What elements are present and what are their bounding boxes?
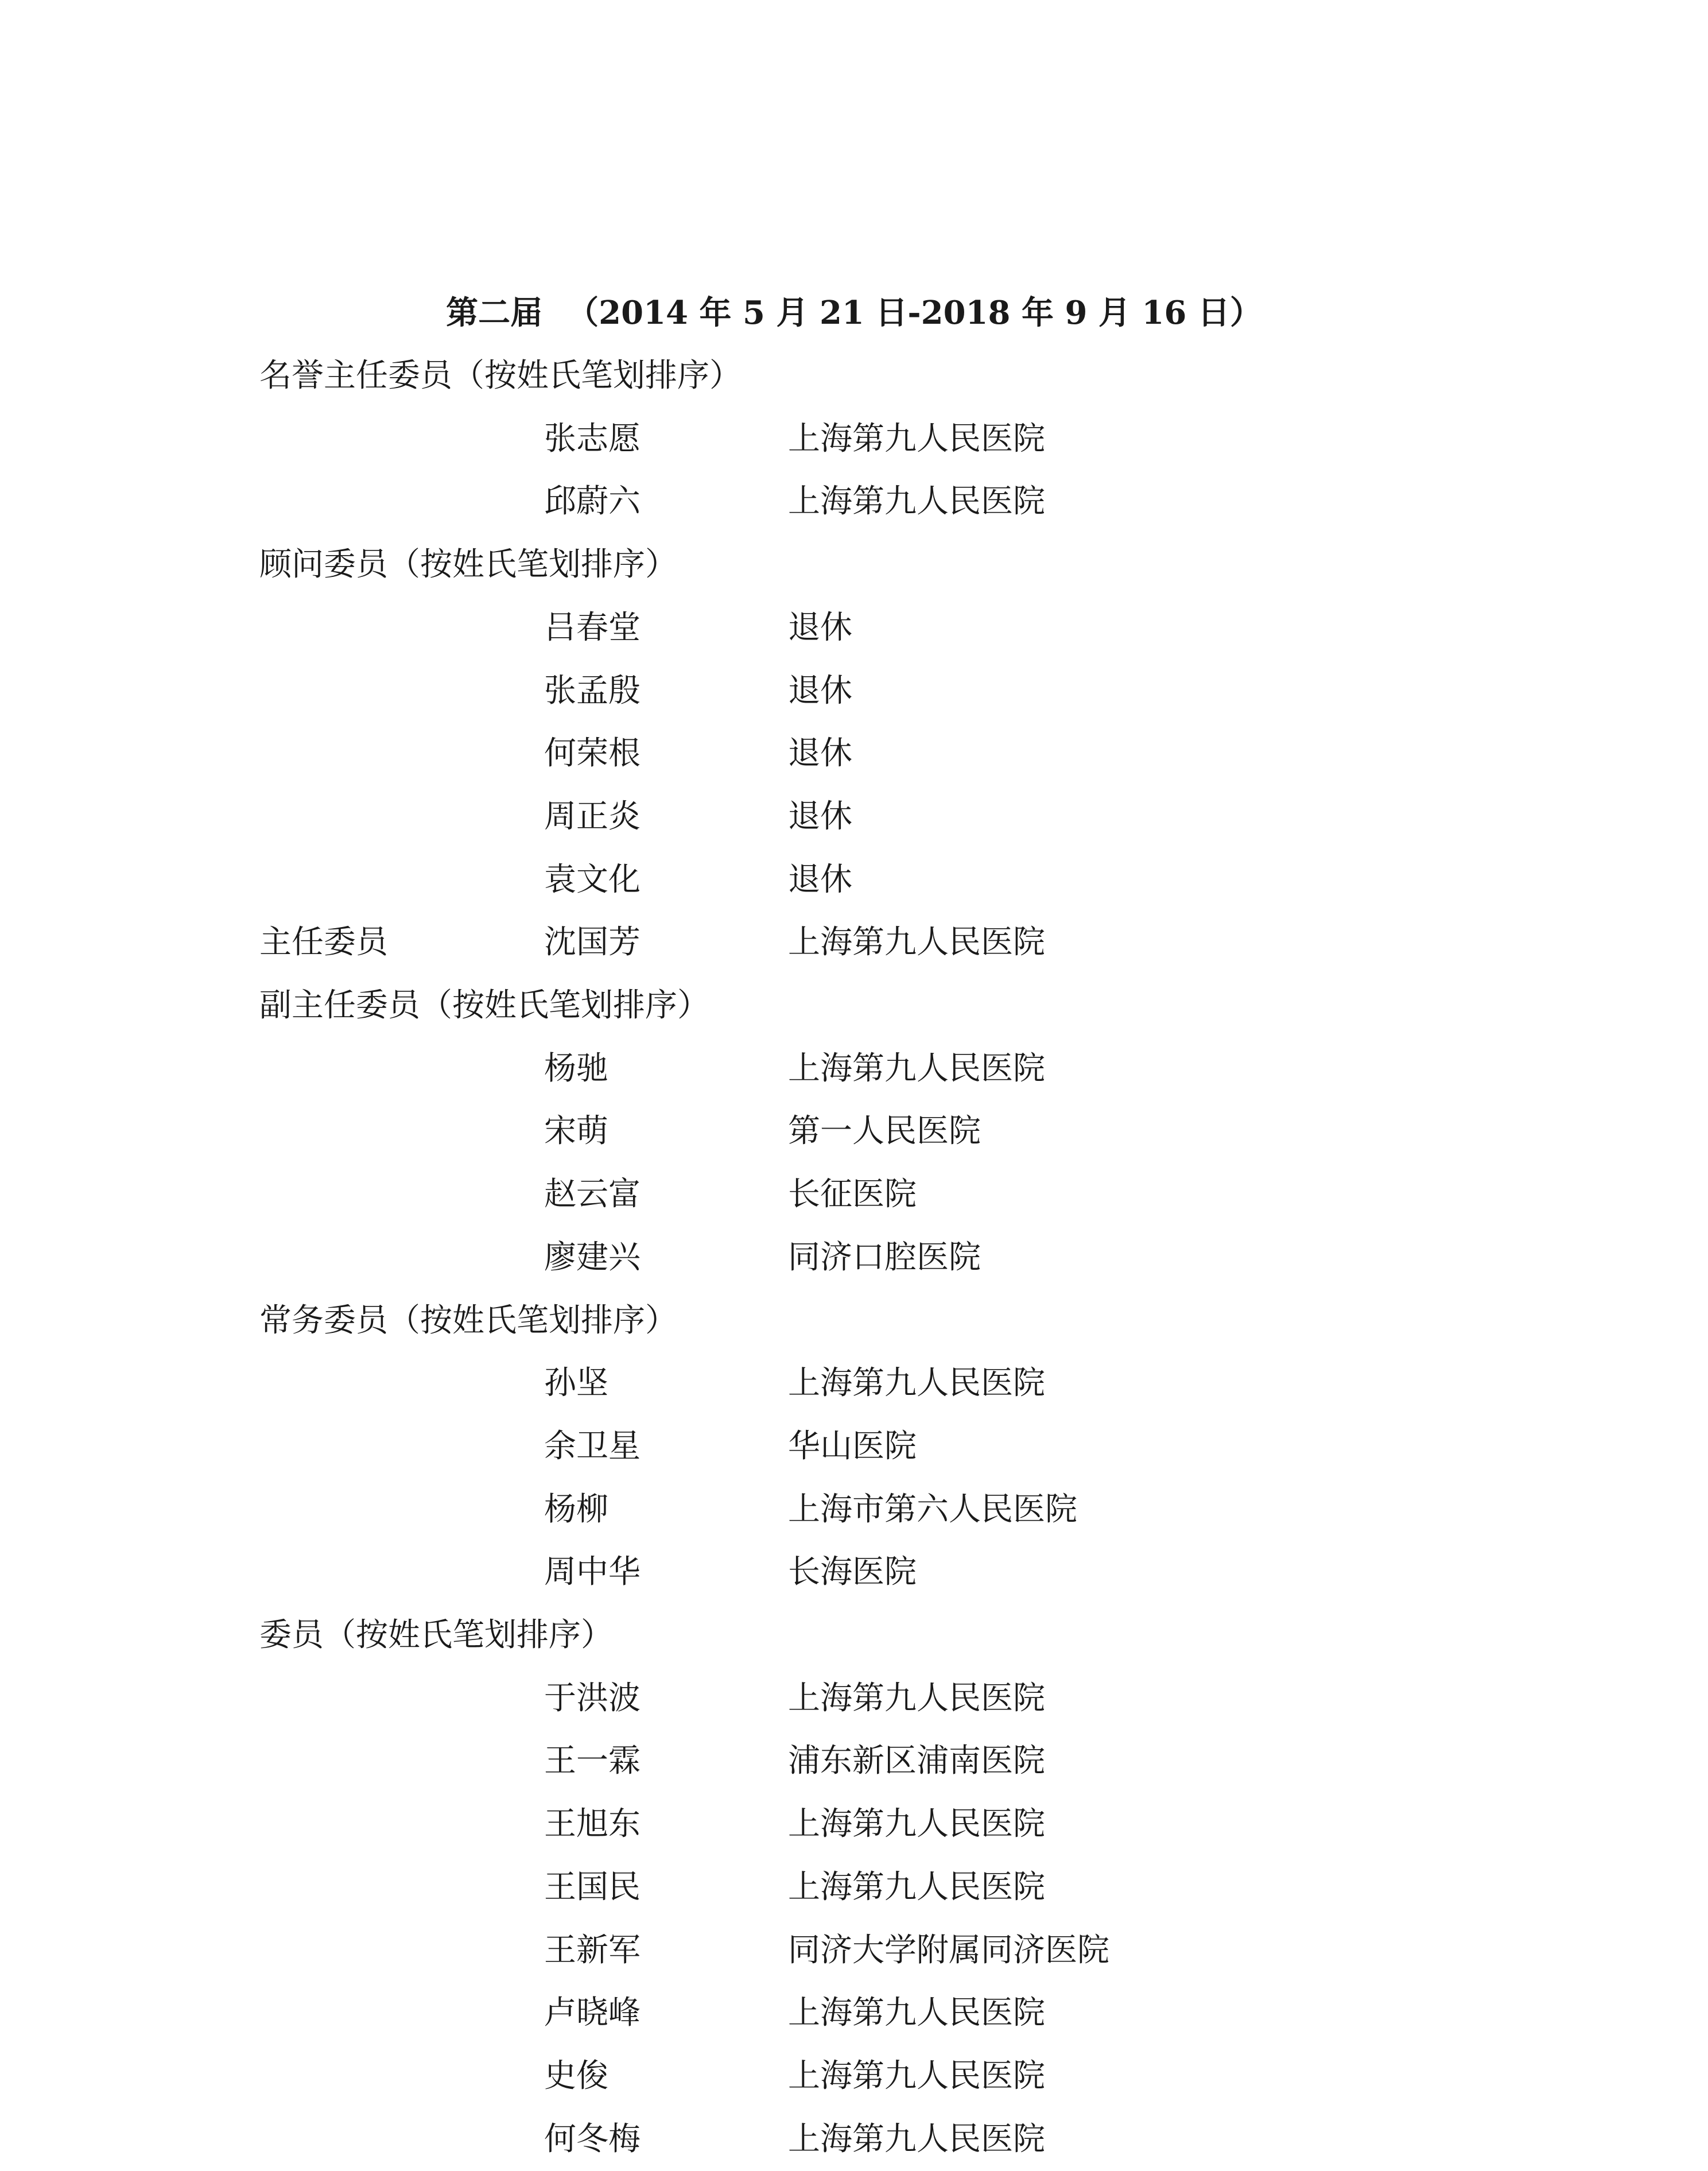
member-name: 沈国芳 [544, 924, 640, 961]
member-organization: 上海市第六人民医院 [788, 1491, 1077, 1528]
member-name: 邱蔚六 [544, 483, 640, 520]
member-organization: 上海第九人民医院 [788, 1994, 1045, 2032]
member-organization: 上海第九人民医院 [788, 2057, 1045, 2095]
member-name: 王新军 [544, 1932, 640, 1969]
member-row [0, 1226, 1708, 1289]
member-organization: 退休 [788, 672, 852, 710]
member-row [0, 2045, 1708, 2108]
member-row [0, 1163, 1708, 1226]
member-row [0, 848, 1708, 912]
member-row [0, 1856, 1708, 1919]
member-organization: 上海第九人民医院 [788, 2120, 1045, 2158]
member-organization: 上海第九人民医院 [788, 1050, 1045, 1087]
member-name: 周正炎 [544, 798, 640, 835]
member-organization: 长征医院 [788, 1176, 917, 1213]
member-name: 卢晓峰 [544, 1994, 640, 2032]
member-organization: 浦东新区浦南医院 [788, 1742, 1045, 1780]
member-organization: 同济口腔医院 [788, 1239, 981, 1276]
member-organization: 退休 [788, 861, 852, 898]
member-organization: 上海第九人民医院 [788, 1680, 1045, 1717]
member-organization: 同济大学附属同济医院 [788, 1932, 1109, 1969]
member-name: 宋萌 [544, 1112, 608, 1150]
member-row [0, 1037, 1708, 1100]
section-label: 常务委员（按姓氏笔划排序） [259, 1302, 677, 1339]
member-organization: 上海第九人民医院 [788, 483, 1045, 520]
member-row [0, 660, 1708, 723]
section-heading-row [0, 1289, 1708, 1352]
member-name: 王旭东 [544, 1805, 640, 1843]
member-row [0, 911, 1708, 974]
member-organization: 退休 [788, 798, 852, 835]
member-name: 王国民 [544, 1868, 640, 1906]
section-label: 副主任委员（按姓氏笔划排序） [259, 987, 709, 1024]
member-row [0, 722, 1708, 785]
title-label: 第二届 [446, 294, 543, 332]
member-row [0, 596, 1708, 660]
title-dates: （2014 年 5 月 21 日-2018 年 9 月 16 日） [566, 294, 1262, 332]
member-name: 杨驰 [544, 1050, 608, 1087]
member-row [0, 1793, 1708, 1856]
member-name: 余卫星 [544, 1428, 640, 1465]
member-name: 廖建兴 [544, 1239, 640, 1276]
member-name: 张志愿 [544, 420, 640, 458]
member-organization: 第一人民医院 [788, 1112, 981, 1150]
member-organization: 退休 [788, 609, 852, 646]
member-row [0, 1730, 1708, 1793]
member-row [0, 1919, 1708, 1982]
section-label: 顾问委员（按姓氏笔划排序） [259, 546, 677, 583]
member-row [0, 1100, 1708, 1163]
member-row [0, 785, 1708, 848]
section-label: 委员（按姓氏笔划排序） [259, 1616, 613, 1654]
section-label: 名誉主任委员（按姓氏笔划排序） [259, 357, 742, 394]
member-organization: 上海第九人民医院 [788, 1868, 1045, 1906]
member-row [0, 1415, 1708, 1478]
section-heading-row [0, 344, 1708, 408]
member-name: 孙坚 [544, 1364, 608, 1402]
member-name: 何荣根 [544, 735, 640, 772]
member-organization: 上海第九人民医院 [788, 420, 1045, 458]
member-organization: 上海第九人民医院 [788, 1364, 1045, 1402]
member-name: 于洪波 [544, 1680, 640, 1717]
section-heading-row [0, 1604, 1708, 1667]
member-name: 袁文化 [544, 861, 640, 898]
member-row [0, 1982, 1708, 2045]
member-row [0, 1352, 1708, 1415]
member-row [0, 1667, 1708, 1730]
member-name: 赵云富 [544, 1176, 640, 1213]
member-name: 吕春堂 [544, 609, 640, 646]
section-heading-row [0, 533, 1708, 596]
member-organization: 上海第九人民医院 [788, 1805, 1045, 1843]
member-organization: 长海医院 [788, 1553, 917, 1591]
section-heading-row [0, 974, 1708, 1037]
member-organization: 上海第九人民医院 [788, 924, 1045, 961]
member-organization: 华山医院 [788, 1428, 917, 1465]
member-name: 何冬梅 [544, 2120, 640, 2158]
member-row [0, 470, 1708, 533]
member-organization: 退休 [788, 735, 852, 772]
member-row [0, 408, 1708, 471]
section-label: 主任委员 [259, 924, 388, 961]
member-name: 史俊 [544, 2057, 608, 2095]
member-row [0, 1541, 1708, 1604]
member-name: 周中华 [544, 1553, 640, 1591]
member-name: 张孟殷 [544, 672, 640, 710]
member-row [0, 1478, 1708, 1541]
member-name: 杨柳 [544, 1491, 608, 1528]
member-name: 王一霖 [544, 1742, 640, 1780]
